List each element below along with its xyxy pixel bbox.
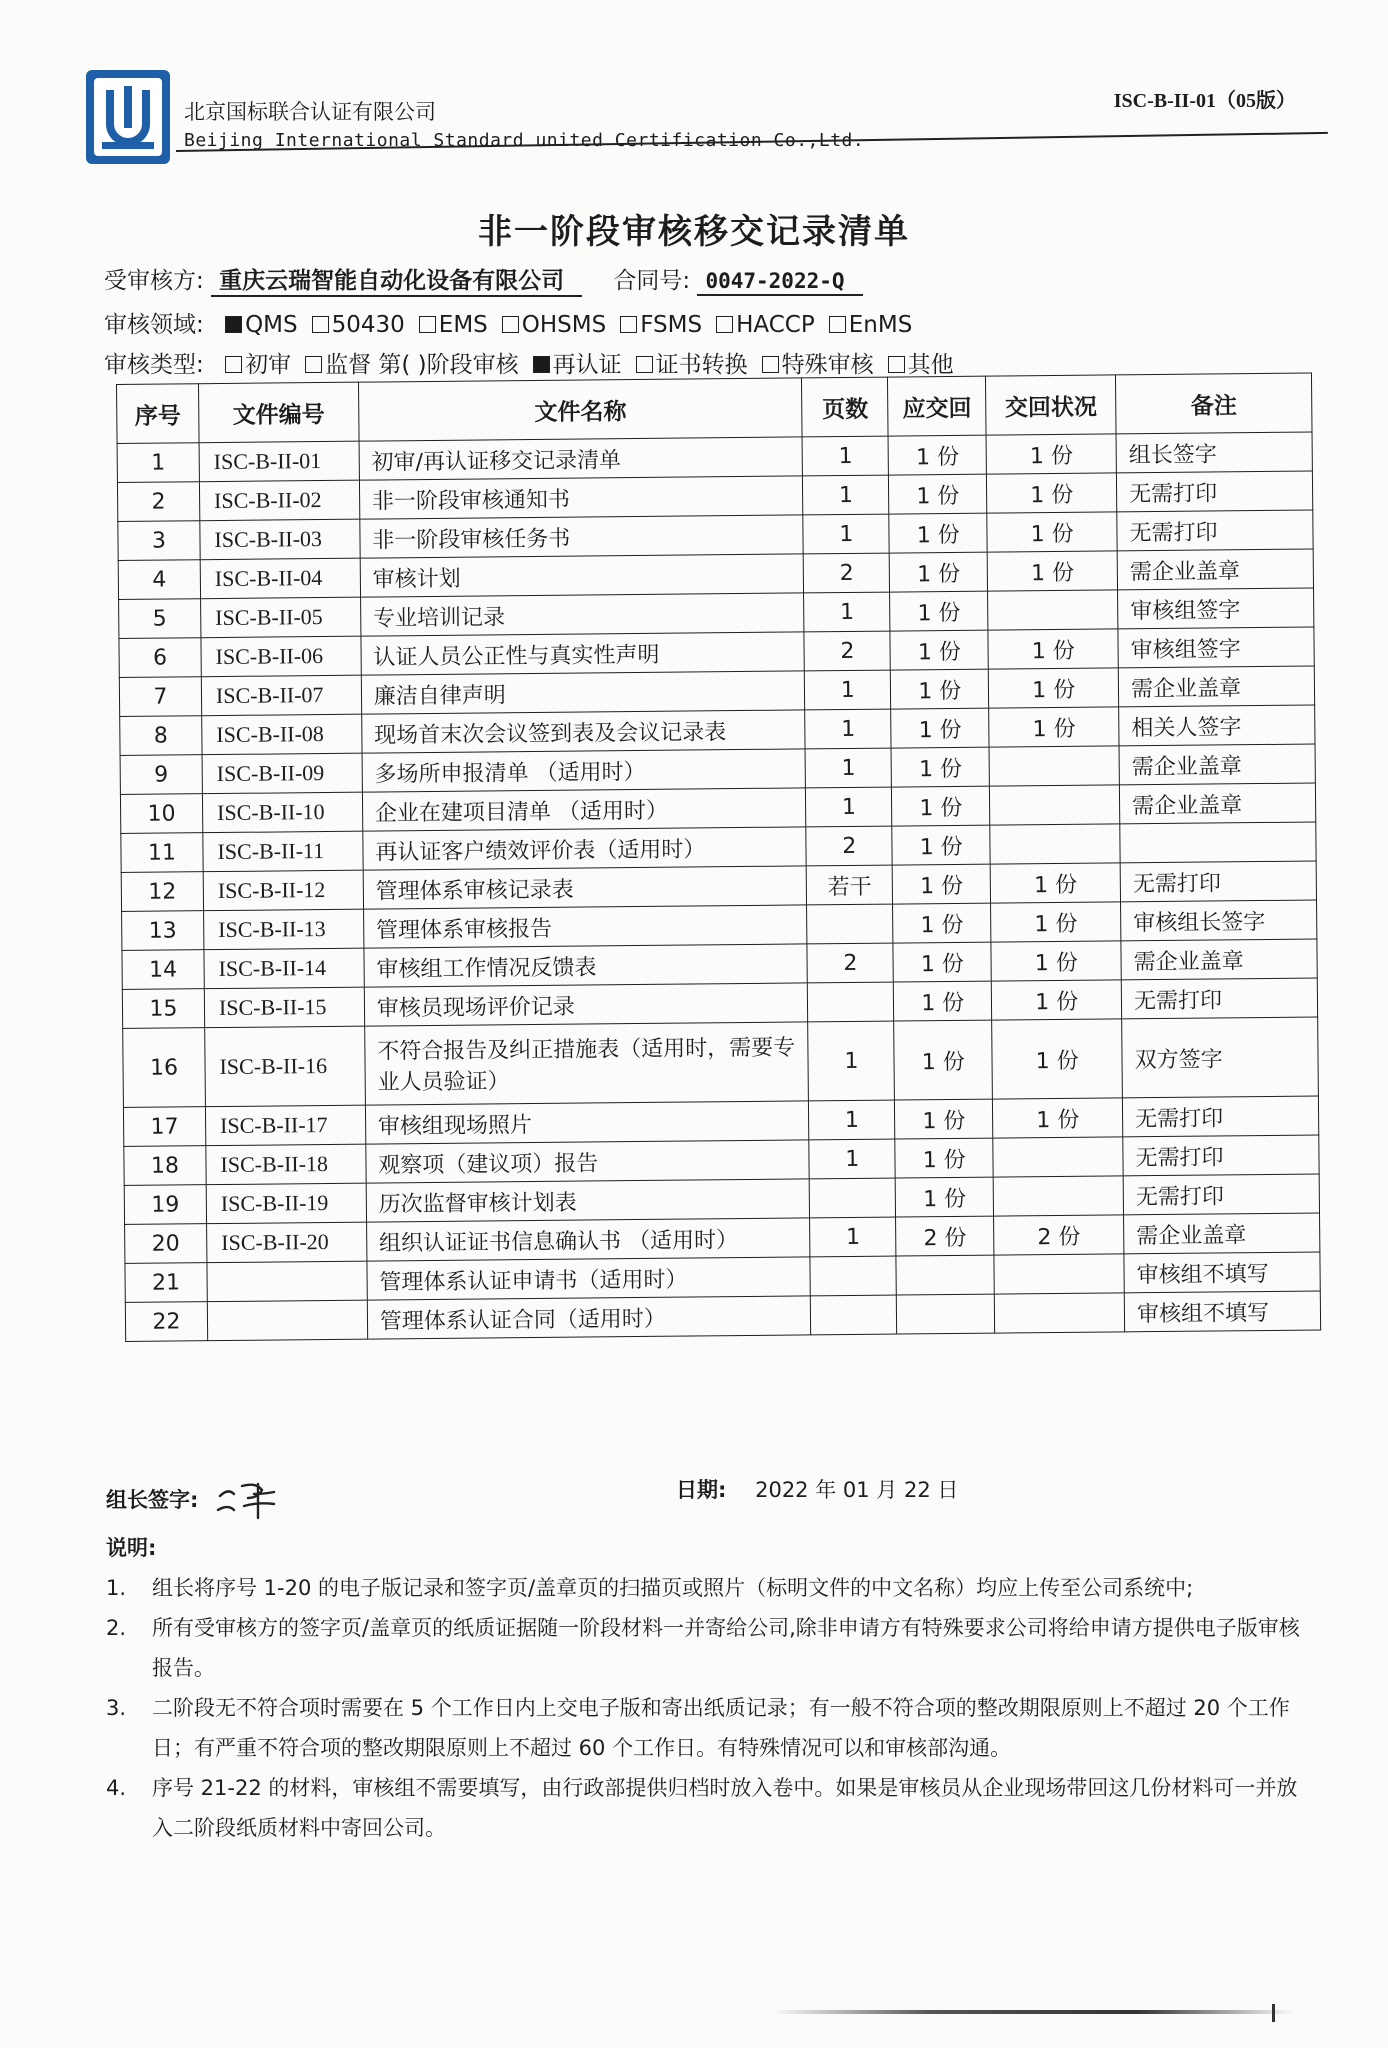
file-code-cell: ISC-B-II-05 (201, 597, 361, 638)
checkbox-domain-option[interactable] (419, 316, 436, 333)
header-due: 应交回 (888, 376, 986, 436)
returned-cell (989, 746, 1119, 786)
remarks-cell: 审核组签字 (1118, 588, 1314, 629)
remarks-cell: 无需打印 (1117, 471, 1313, 512)
file-name-cell: 审核组工作情况反馈表 (364, 944, 808, 987)
handwritten-signature (214, 1476, 294, 1524)
pages-cell: 2 (806, 826, 892, 866)
returned-cell: 1 份 (992, 980, 1122, 1020)
file-code-cell: ISC-B-II-11 (203, 831, 363, 872)
file-code-cell: ISC-B-II-06 (201, 636, 361, 677)
file-code-cell: ISC-B-II-04 (200, 558, 360, 599)
note-item: 2. 所有受审核方的签字页/盖章页的纸质证据随一阶段材料一并寄给公司,除非申请方有特殊要求公司将给申请方提供电子版审核报告。 (106, 1608, 1316, 1688)
pages-cell (810, 1256, 896, 1296)
note-text: 序号 21-22 的材料，审核组不需要填写，由行政部提供归档时放入卷中。如果是审核员从企业现场带回这几份材料可一并放入二阶段纸质材料中寄回公司。 (152, 1776, 1298, 1840)
note-text: 二阶段无不符合项时需要在 5 个工作日内上交电子版和寄出纸质记录；有一般不符合项的整改期限原则上不超过 20 个工作日；有严重不符合项的整改期限原则上不超过 60 个工作日。有特殊情况可以和审核部沟通。 (152, 1696, 1290, 1760)
pages-cell: 1 (805, 709, 891, 749)
due-cell: 1 份 (889, 513, 987, 553)
header-file-name: 文件名称 (358, 378, 802, 441)
pages-cell: 1 (809, 1139, 895, 1179)
pages-cell (808, 982, 894, 1022)
file-name-cell: 廉洁自律声明 (361, 671, 805, 714)
transfer-record-table (116, 373, 1321, 1342)
pages-cell: 2 (807, 943, 893, 983)
date-value: 2022 年 01 月 22 日 (755, 1478, 959, 1502)
seq-cell: 7 (119, 677, 201, 717)
due-cell: 1 份 (895, 1099, 993, 1139)
header-file-code: 文件编号 (198, 382, 358, 443)
remarks-cell: 双方签字 (1122, 1017, 1319, 1098)
type-option-label: 监督 第( )阶段审核 (325, 352, 519, 378)
file-code-cell: ISC-B-II-10 (202, 792, 362, 833)
file-code-cell: ISC-B-II-03 (200, 519, 360, 560)
returned-cell: 1 份 (987, 512, 1117, 552)
remarks-cell: 审核组不填写 (1124, 1252, 1320, 1293)
seq-cell: 1 (117, 443, 199, 483)
seq-cell: 6 (119, 638, 201, 678)
file-name-cell: 认证人员公正性与真实性声明 (361, 632, 805, 675)
contract-number: 0047-2022-Q (697, 269, 862, 296)
seq-cell: 21 (125, 1263, 207, 1303)
pages-cell: 1 (805, 670, 891, 710)
seq-cell: 2 (117, 482, 199, 522)
seq-cell: 5 (119, 599, 201, 639)
file-code-cell: ISC-B-II-16 (205, 1026, 366, 1107)
pages-cell: 1 (809, 1100, 895, 1140)
returned-cell: 1 份 (991, 941, 1121, 981)
due-cell: 1 份 (893, 942, 991, 982)
checkbox-domain-option[interactable] (716, 316, 733, 333)
file-code-cell: ISC-B-II-09 (202, 753, 362, 794)
file-code-cell: ISC-B-II-02 (199, 480, 359, 521)
domain-option-label: OHSMS (521, 312, 607, 338)
returned-cell: 1 份 (987, 551, 1117, 591)
file-code-cell: ISC-B-II-07 (201, 675, 361, 716)
pages-cell: 1 (803, 475, 889, 515)
returned-cell: 1 份 (991, 902, 1121, 942)
audit-domain-line (104, 306, 912, 339)
domain-option-label: FSMS (640, 312, 703, 338)
due-cell: 1 份 (890, 630, 988, 670)
remarks-cell: 无需打印 (1123, 1174, 1319, 1215)
remarks-cell: 需企业盖章 (1124, 1213, 1320, 1254)
notes-section (106, 1528, 1316, 1848)
due-cell: 1 份 (895, 1138, 993, 1178)
domain-option-label: EnMS (848, 312, 913, 338)
type-options (211, 352, 954, 378)
seq-cell: 3 (118, 521, 200, 561)
remarks-cell: 审核组签字 (1118, 627, 1314, 668)
due-cell: 1 份 (892, 825, 990, 865)
returned-cell: 1 份 (990, 863, 1120, 903)
seq-cell: 22 (125, 1302, 207, 1342)
remarks-cell (1120, 822, 1316, 863)
table-row (123, 1017, 1319, 1107)
checkbox-type-option[interactable] (305, 356, 322, 373)
domain-label: 审核领域: (104, 312, 204, 338)
pages-cell: 1 (804, 592, 890, 632)
file-code-cell: ISC-B-II-08 (202, 714, 362, 755)
file-name-cell: 观察项（建议项）报告 (366, 1140, 810, 1183)
checkbox-type-option[interactable] (225, 356, 242, 373)
file-name-cell: 管理体系认证合同（适用时） (367, 1296, 811, 1339)
seq-cell: 17 (123, 1107, 205, 1147)
due-cell: 1 份 (894, 981, 992, 1021)
checkbox-domain-option[interactable] (829, 316, 846, 333)
remarks-cell: 审核组不填写 (1124, 1291, 1320, 1332)
pages-cell: 2 (804, 631, 890, 671)
seq-cell: 16 (123, 1028, 206, 1108)
pages-cell: 1 (802, 436, 888, 476)
seq-cell: 4 (118, 560, 200, 600)
returned-cell (995, 1293, 1125, 1333)
pages-cell (811, 1295, 897, 1335)
seq-cell: 9 (120, 755, 202, 795)
type-option-label: 初审 (245, 352, 292, 378)
due-cell: 1 份 (891, 669, 989, 709)
file-code-cell (207, 1261, 367, 1302)
file-name-cell: 企业在建项目清单 （适用时） (362, 788, 806, 831)
returned-cell: 2 份 (994, 1215, 1124, 1255)
pages-cell: 1 (806, 787, 892, 827)
type-option-label: 再认证 (552, 352, 622, 378)
notes-title: 说明: (106, 1536, 157, 1560)
due-cell: 1 份 (891, 747, 989, 787)
remarks-cell: 需企业盖章 (1119, 744, 1315, 785)
due-cell: 1 份 (891, 708, 989, 748)
file-name-cell: 专业培训记录 (360, 593, 804, 636)
returned-cell: 1 份 (992, 1019, 1123, 1099)
checkbox-domain-option[interactable] (502, 316, 519, 333)
returned-cell (990, 824, 1120, 864)
due-cell: 1 份 (894, 1020, 993, 1100)
file-name-cell: 历次监督审核计划表 (366, 1179, 810, 1222)
seq-cell: 20 (125, 1224, 207, 1264)
seq-cell: 18 (124, 1146, 206, 1186)
type-label: 审核类型: (104, 352, 204, 378)
seq-cell: 19 (124, 1185, 206, 1225)
domain-option-label: EMS (438, 312, 488, 338)
checkbox-domain-option[interactable] (620, 316, 637, 333)
date-label: 日期: (676, 1478, 727, 1502)
returned-cell: 1 份 (986, 434, 1116, 474)
seq-cell: 11 (121, 833, 203, 873)
page-title: 非一阶段审核移交记录清单 (478, 212, 910, 252)
returned-cell: 1 份 (989, 668, 1119, 708)
due-cell: 1 份 (889, 552, 987, 592)
header-pages: 页数 (802, 377, 888, 437)
returned-cell: 1 份 (988, 629, 1118, 669)
file-name-cell: 管理体系认证申请书（适用时） (367, 1257, 811, 1300)
auditee-line (104, 262, 863, 295)
pages-cell: 2 (804, 553, 890, 593)
pages-cell: 1 (803, 514, 889, 554)
audit-type-line (104, 346, 954, 379)
scan-artifact-line (774, 2010, 1294, 2014)
remarks-cell: 相关人签字 (1119, 705, 1315, 746)
note-text: 所有受审核方的签字页/盖章页的纸质证据随一阶段材料一并寄给公司,除非申请方有特殊要求公司将给申请方提供电子版审核报告。 (152, 1616, 1300, 1680)
seq-cell: 8 (120, 716, 202, 756)
file-name-cell: 非一阶段审核通知书 (359, 476, 803, 519)
file-code-cell: ISC-B-II-14 (204, 948, 364, 989)
domain-option-label: 50430 (331, 312, 405, 338)
returned-cell (990, 785, 1120, 825)
file-name-cell: 初审/再认证移交记录清单 (359, 437, 803, 480)
file-name-cell: 审核计划 (360, 554, 804, 597)
file-name-cell: 现场首末次会议签到表及会议记录表 (362, 710, 806, 753)
file-name-cell: 审核组现场照片 (365, 1101, 809, 1144)
certification-logo-icon (84, 68, 172, 166)
returned-cell: 1 份 (989, 707, 1119, 747)
seq-cell: 10 (120, 794, 202, 834)
pages-cell (807, 904, 893, 944)
checkbox-type-option[interactable] (762, 356, 779, 373)
due-cell: 1 份 (895, 1177, 993, 1217)
returned-cell (994, 1254, 1124, 1294)
due-cell: 2 份 (896, 1216, 994, 1256)
note-item: 1. 组长将序号 1-20 的电子版记录和签字页/盖章页的扫描页或照片（标明文件的中文名称）均应上传至公司系统中; (106, 1568, 1316, 1608)
domain-option-label: QMS (245, 312, 298, 338)
header-returned: 交回状况 (986, 375, 1116, 435)
seq-cell: 13 (122, 911, 204, 951)
file-name-cell: 不符合报告及纠正措施表（适用时，需要专业人员验证） (365, 1022, 809, 1105)
checkbox-type-option[interactable] (533, 356, 550, 373)
company-name-en: Beijing International Standard united Certification Co.,Ltd. (184, 130, 865, 151)
remarks-cell: 组长签字 (1116, 432, 1312, 473)
remarks-cell: 无需打印 (1117, 510, 1313, 551)
checkbox-domain-option[interactable] (225, 316, 242, 333)
remarks-cell: 需企业盖章 (1117, 549, 1313, 590)
company-name-cn: 北京国标联合认证有限公司 (184, 100, 436, 124)
file-code-cell: ISC-B-II-15 (204, 987, 364, 1028)
remarks-cell: 无需打印 (1120, 861, 1316, 902)
returned-cell (993, 1176, 1123, 1216)
contract-label: 合同号: (613, 268, 691, 294)
due-cell (896, 1255, 994, 1295)
file-name-cell: 管理体系审核记录表 (363, 866, 807, 909)
due-cell: 1 份 (893, 903, 991, 943)
file-name-cell: 再认证客户绩效评价表（适用时） (363, 827, 807, 870)
due-cell: 1 份 (892, 786, 990, 826)
pages-cell: 1 (808, 1021, 895, 1101)
seq-cell: 12 (121, 872, 203, 912)
remarks-cell: 需企业盖章 (1118, 666, 1314, 707)
remarks-cell: 审核组长签字 (1121, 900, 1317, 941)
returned-cell (988, 590, 1118, 630)
returned-cell (993, 1137, 1123, 1177)
file-name-cell: 组织认证证书信息确认书 （适用时） (366, 1218, 810, 1261)
note-item: 3. 二阶段无不符合项时需要在 5 个工作日内上交电子版和寄出纸质记录；有一般不符合项的整改期限原则上不超过 20 个工作日；有严重不符合项的整改期限原则上不超过 60 个工作日。有特殊情况可以和审核部沟通。 (106, 1688, 1316, 1768)
file-code-cell: ISC-B-II-13 (204, 909, 364, 950)
note-item: 4. 序号 21-22 的材料，审核组不需要填写，由行政部提供归档时放入卷中。如果是审核员从企业现场带回这几份材料可一并放入二阶段纸质材料中寄回公司。 (106, 1768, 1316, 1848)
header-seq: 序号 (117, 384, 200, 444)
document-code: ISC-B-II-01（05版） (1113, 90, 1296, 112)
file-code-cell: ISC-B-II-01 (199, 441, 359, 482)
type-option-label: 特殊审核 (781, 352, 874, 378)
header-remarks: 备注 (1116, 373, 1312, 434)
note-text: 组长将序号 1-20 的电子版记录和签字页/盖章页的扫描页或照片（标明文件的中文名称）均应上传至公司系统中; (152, 1576, 1194, 1600)
file-code-cell: ISC-B-II-12 (203, 870, 363, 911)
remarks-cell: 需企业盖章 (1121, 939, 1317, 980)
due-cell (897, 1294, 995, 1334)
auditee-value: 重庆云瑞智能自动化设备有限公司 (211, 268, 582, 297)
file-code-cell: ISC-B-II-17 (205, 1105, 365, 1146)
file-name-cell: 非一阶段审核任务书 (360, 515, 804, 558)
checkbox-type-option[interactable] (888, 356, 905, 373)
pages-cell: 若干 (807, 865, 893, 905)
seq-cell: 15 (122, 989, 204, 1029)
domain-options (211, 312, 912, 338)
returned-cell: 1 份 (987, 473, 1117, 513)
checkbox-type-option[interactable] (636, 356, 653, 373)
pages-cell (810, 1178, 896, 1218)
due-cell: 1 份 (892, 864, 990, 904)
file-code-cell: ISC-B-II-18 (206, 1144, 366, 1185)
file-name-cell: 多场所申报清单 （适用时） (362, 749, 806, 792)
file-name-cell: 管理体系审核报告 (363, 905, 807, 948)
type-option-label: 其他 (907, 352, 954, 378)
returned-cell: 1 份 (993, 1098, 1123, 1138)
auditee-label: 受审核方: (104, 268, 204, 294)
date-line (676, 1474, 958, 1504)
remarks-cell: 无需打印 (1123, 1135, 1319, 1176)
type-option-label: 证书转换 (655, 352, 748, 378)
leader-signature-label: 组长签字: (106, 1488, 199, 1512)
due-cell: 1 份 (889, 474, 987, 514)
file-name-cell: 审核员现场评价记录 (364, 983, 808, 1026)
checkbox-domain-option[interactable] (312, 316, 329, 333)
file-code-cell: ISC-B-II-19 (206, 1183, 366, 1224)
remarks-cell: 无需打印 (1123, 1096, 1319, 1137)
scan-artifact-tick (1272, 2004, 1275, 2022)
remarks-cell: 无需打印 (1121, 978, 1317, 1019)
domain-option-label: HACCP (736, 312, 815, 338)
seq-cell: 14 (122, 950, 204, 990)
due-cell: 1 份 (890, 591, 988, 631)
file-code-cell: ISC-B-II-20 (207, 1222, 367, 1263)
pages-cell: 1 (810, 1217, 896, 1257)
file-code-cell (207, 1300, 367, 1341)
remarks-cell: 需企业盖章 (1120, 783, 1316, 824)
due-cell: 1 份 (888, 435, 986, 475)
pages-cell: 1 (805, 748, 891, 788)
